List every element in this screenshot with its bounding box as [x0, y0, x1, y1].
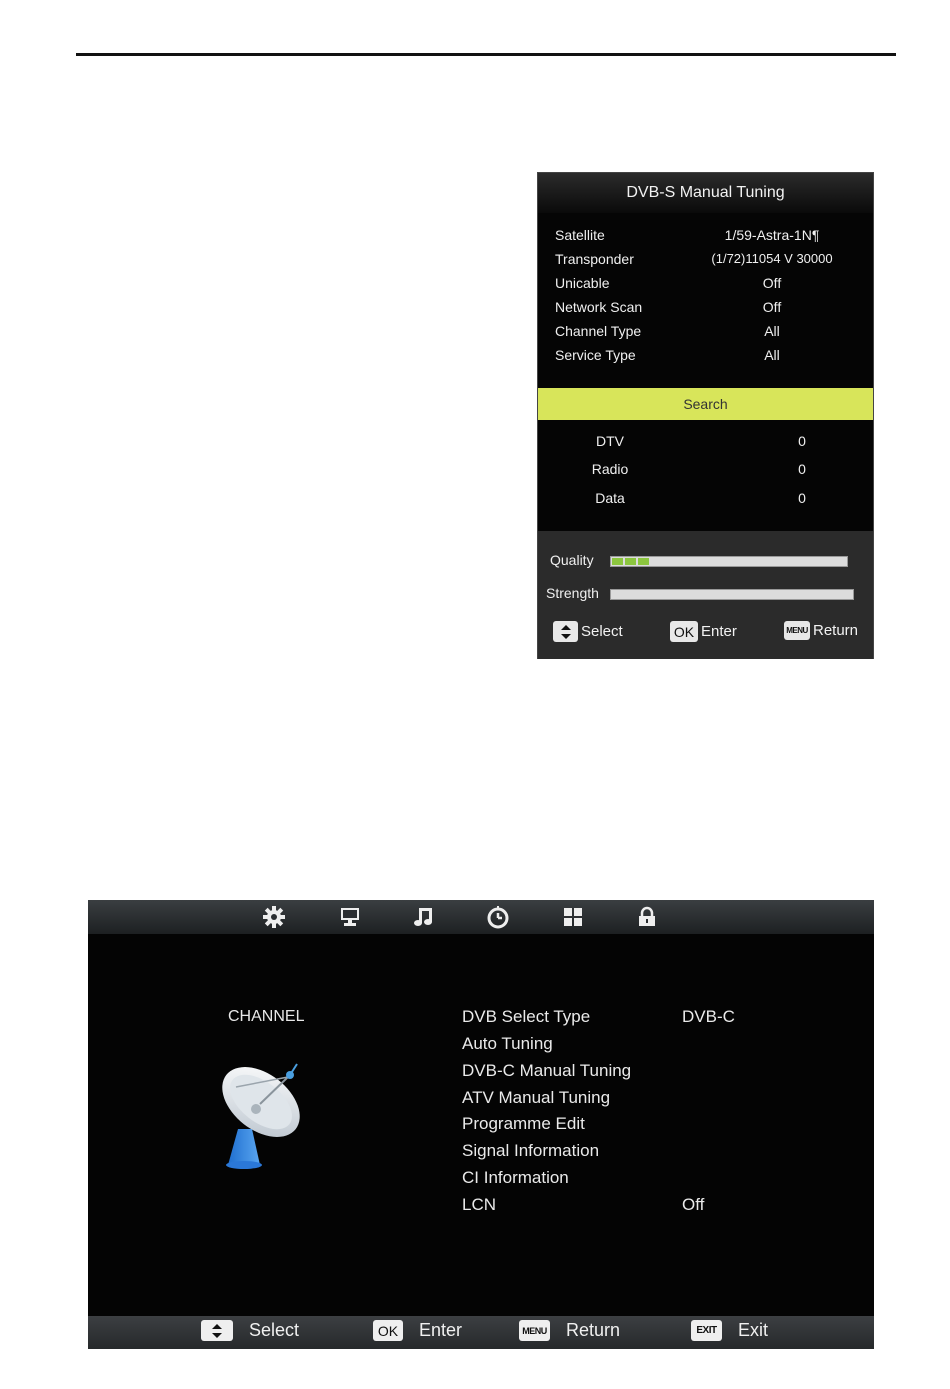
tuning-parameters: [538, 213, 873, 388]
hint-enter-label: Enter: [701, 623, 737, 640]
param-label: Transponder: [555, 251, 634, 267]
footer-exit-label: Exit: [738, 1320, 769, 1340]
up-down-key-icon: [201, 1320, 233, 1341]
menu-item-ci-information[interactable]: CI Information: [462, 1168, 569, 1187]
quality-bar: [610, 556, 848, 567]
dvbs-manual-tuning-dialog: [537, 172, 874, 659]
section-title: CHANNEL: [228, 1008, 305, 1025]
satellite-dish-icon: [216, 1057, 311, 1169]
param-label: Satellite: [555, 227, 605, 243]
monitor-icon[interactable]: [337, 904, 363, 930]
quality-segment: [638, 558, 649, 565]
quality-segment: [612, 558, 623, 565]
menu-item-dvbc-manual-tuning[interactable]: DVB-C Manual Tuning: [462, 1061, 632, 1080]
ok-key-icon: OK: [670, 621, 698, 642]
quality-fill: [612, 558, 649, 565]
footer-hint-bar: [88, 1316, 874, 1349]
strength-label: Strength: [546, 585, 599, 601]
param-row-channel-type[interactable]: Channel Type All: [555, 323, 780, 339]
hint-return: [784, 621, 858, 640]
found-counts: [538, 421, 873, 531]
menu-tab-bar: [88, 900, 874, 934]
footer-select-label: Select: [249, 1320, 300, 1340]
param-row-transponder[interactable]: Transponder (1/72)11054 V 30000: [555, 251, 833, 267]
quality-segment: [625, 558, 636, 565]
count-row-data: Data 0: [595, 490, 806, 506]
clock-icon[interactable]: [485, 904, 511, 930]
hint-bar: [538, 621, 873, 651]
search-button[interactable]: Search: [538, 388, 873, 420]
quality-label: Quality: [550, 552, 594, 568]
strength-bar: [610, 589, 854, 600]
menu-item-lcn[interactable]: LCN: [462, 1195, 497, 1214]
footer-hint-exit: [691, 1320, 768, 1341]
menu-key-icon: MENU: [784, 621, 810, 640]
footer-hint-select: [201, 1320, 299, 1341]
up-down-key-icon: [553, 621, 578, 642]
footer-hint-return: [519, 1320, 620, 1341]
dialog-title: DVB-S Manual Tuning: [538, 173, 873, 213]
footer-hint-enter: [373, 1320, 462, 1341]
menu-item-dvb-select-type[interactable]: DVB Select Type: [462, 1007, 591, 1026]
param-row-service-type[interactable]: Service Type All: [555, 347, 780, 363]
menu-value-lcn: Off: [682, 1195, 705, 1214]
hint-enter: [670, 621, 737, 642]
menu-item-signal-information[interactable]: Signal Information: [462, 1141, 600, 1160]
menu-key-icon: MENU: [519, 1320, 550, 1341]
param-label: Unicable: [555, 275, 610, 291]
signal-panel: [538, 531, 873, 659]
param-row-unicable[interactable]: Unicable Off: [555, 275, 782, 291]
music-note-icon[interactable]: [411, 904, 437, 930]
count-row-dtv: DTV 0: [596, 433, 806, 449]
ok-key-icon: OK: [373, 1320, 403, 1341]
exit-key-icon: EXIT: [691, 1320, 722, 1341]
hint-select: [553, 621, 623, 642]
footer-return-label: Return: [566, 1320, 621, 1340]
count-row-radio: Radio 0: [591, 461, 806, 477]
param-label: Service Type: [555, 347, 636, 363]
param-row-satellite[interactable]: Satellite 1/59-Astra-1N¶: [555, 227, 820, 243]
param-row-network-scan[interactable]: Network Scan Off: [555, 299, 782, 315]
hint-select-label: Select: [581, 623, 623, 640]
param-label: Network Scan: [555, 299, 643, 315]
channel-menu-screen: [88, 900, 874, 1349]
menu-item-atv-manual-tuning[interactable]: ATV Manual Tuning: [462, 1088, 611, 1107]
lock-icon[interactable]: [634, 904, 660, 930]
hint-return-label: Return: [813, 622, 859, 639]
grid-icon[interactable]: [560, 904, 586, 930]
footer-enter-label: Enter: [419, 1320, 463, 1340]
menu-value-dvb-select-type: DVB-C: [682, 1007, 735, 1026]
gear-icon[interactable]: [261, 904, 287, 930]
menu-item-programme-edit[interactable]: Programme Edit: [462, 1114, 585, 1133]
menu-item-auto-tuning[interactable]: Auto Tuning: [462, 1034, 553, 1053]
page-top-rule: [76, 53, 896, 56]
param-label: Channel Type: [555, 323, 642, 339]
